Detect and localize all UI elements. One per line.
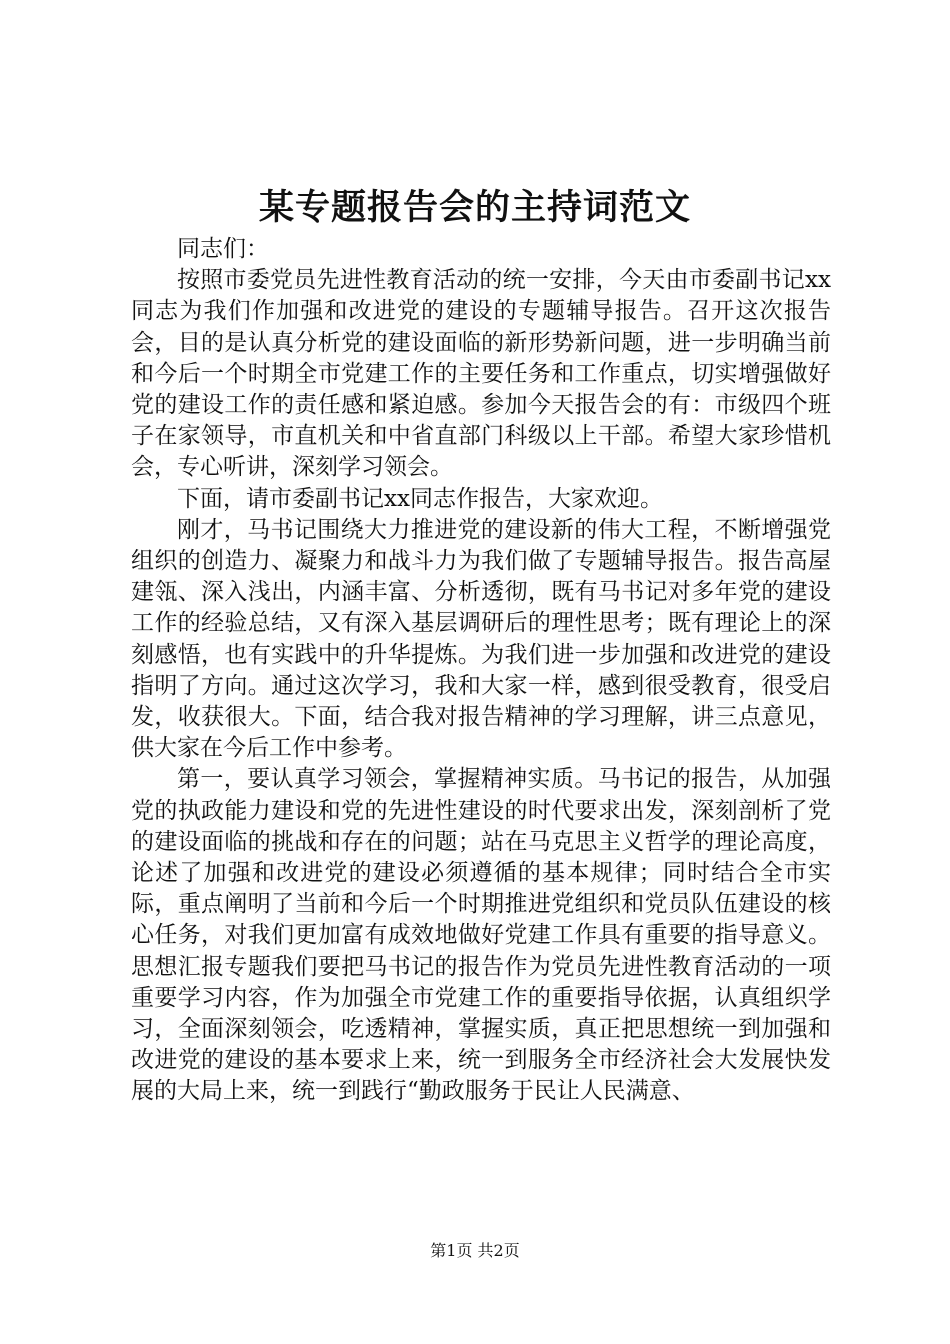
document-title: 某专题报告会的主持词范文 — [258, 187, 691, 228]
paragraph-introduce-speaker: 下面，请市委副书记xx同志作报告，大家欢迎。 — [177, 485, 663, 512]
paragraph-point-one: 第一，要认真学习领会，掌握精神实质。马书记的报告，从加强党的执政能力建设和党的先进性建设的时代要求出发，深刻剖析了党的建设面临的挑战和存在的问题；站在马克思主义哲学的理论高度，论述了加强和改进党的建设必须遵循的基本规律；同时结合全市实际，重点阐明了当前和今后一个时期推进党组织和党员队伍建设的核心任务，对我们更加富有成效地做好党建工作具有重要的指导意义。思想汇报专题我们要把马书记的报告作为党员先进性教育活动的一项重要学习内容，作为加强全市党建工作的重要指导依据，认真组织学习，全面深刻领会，吃透精神，掌握实质，真正把思想统一到加强和改进党的建设的基本要求上来，统一到服务全市经济社会大发展快发展的大局上来，统一到践行“勤政服务于民让人民满意、 — [131, 766, 831, 1105]
page-number-footer: 第1页 共2页 — [430, 1241, 520, 1260]
paragraph-salutation: 同志们： — [177, 236, 269, 262]
paragraph-opening: 按照市委党员先进性教育活动的统一安排，今天由市委副书记xx同志为我们作加强和改进党的建设的专题辅导报告。召开这次报告会，目的是认真分析党的建设面临的新形势新问题，进一步明确当前和今后一个时期全市党建工作的主要任务和工作重点，切实增强做好党的建设工作的责任感和紧迫感。参加今天报告会的有：市级四个班子在家领导，市直机关和中省直部门科级以上干部。希望大家珍惜机会，专心听讲，深刻学习领会。 — [131, 267, 831, 481]
document-body — [131, 234, 831, 1108]
paragraph-summary: 刚才，马书记围绕大力推进党的建设新的伟大工程，不断增强党组织的创造力、凝聚力和战斗力为我们做了专题辅导报告。报告高屋建瓴、深入浅出，内涵丰富、分析透彻，既有马书记对多年党的建设工作的经验总结，又有深入基层调研后的理性思考；既有理论上的深刻感悟，也有实践中的升华提炼。为我们进一步加强和改进党的建设指明了方向。通过这次学习，我和大家一样，感到很受教育，很受启发，收获很大。下面，结合我对报告精神的学习理解，讲三点意见，供大家在今后工作中参考。 — [131, 516, 831, 762]
